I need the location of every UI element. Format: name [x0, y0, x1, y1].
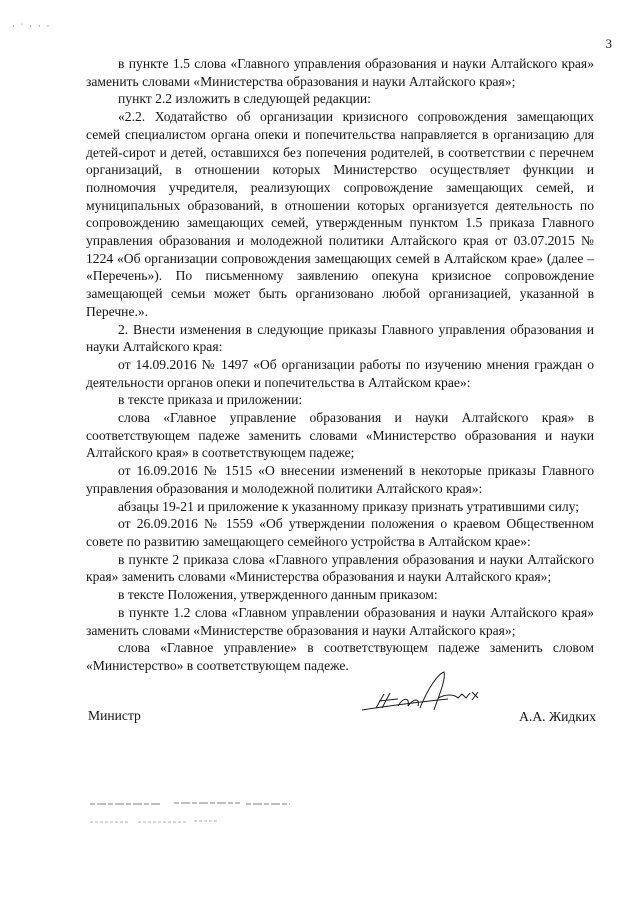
paragraph: пункт 2.2 изложить в следующей редакции:: [118, 91, 371, 107]
paragraph: в пункте 1.2 слова «Главном управлении образования и науки Алтайского края» заменить словами «Министерстве образования и науки Алтайского края»;: [86, 604, 594, 638]
signer-name: А.А. Жидких: [519, 709, 596, 724]
paragraph: в пункте 2 приказа слова «Главного управления образования и науки Алтайского края» заменить словами «Министерства образования и науки Алтайского края»;: [86, 551, 594, 585]
paragraph: от 26.09.2016 № 1559 «Об утверждении положения о краевом Общественном совете по развитию замещающего семейного устройства в Алтайском крае»:: [86, 516, 594, 549]
paragraph: слова «Главное управление» в соответствующем падеже заменить словом «Министерство» в соответствующем падеже.: [86, 640, 594, 673]
paragraph: в тексте приказа и приложении:: [118, 392, 303, 408]
paragraph: 2. Внести изменения в следующие приказы Главного управления образования и науки Алтайского края:: [86, 321, 594, 355]
paragraph: от 14.09.2016 № 1497 «Об организации работы по изучению мнения граждан о деятельности органов опеки и попечительства в Алтайском крае»:: [86, 356, 594, 390]
footer-dash-lines: [90, 798, 310, 838]
paragraph: в тексте Положения, утвержденного данным приказом:: [118, 587, 438, 603]
signer-title: Министр: [88, 708, 141, 723]
document-body: [86, 55, 594, 675]
paragraph: «2.2. Ходатайство об организации кризисного сопровождения замещающих семей специалистом органа опеки и попечительства направляется в организацию для детей-сирот и детей, оставшихся без попечения родителей, в соответствии с перечнем организаций, в отношении которых Министерство осуществляет функции и полномочия учредителя, реализующих сопровождение замещающих семей, и муниципальных образований, в отношении которых организуется деятельность по сопровождению замещающих семей, утвержденным пунктом 1.5 приказа Главного управления образования и молодежной политики Алтайского края от 03.07.2015 № 1224 «Об организации сопровождения замещающих семей в Алтайском крае» (далее – «Перечень»). По письменному заявлению опекуна кризисное сопровождение замещающей семьи может быть организовано любой организацией, указанной в Перечне.».: [86, 109, 594, 319]
paragraph: слова «Главное управление образования и науки Алтайского края» в соответствующем падеже заменить словами «Министерство образования и науки Алтайского края» в соответствующем падеже;: [86, 410, 594, 461]
paragraph: от 16.09.2016 № 1515 «О внесении изменений в некоторые приказы Главного управления образования и молодежной политики Алтайского края»:: [86, 463, 594, 496]
paragraph: в пункте 1.5 слова «Главного управления образования и науки Алтайского края» заменить словами «Министерства образования и науки Алтайского края»;: [86, 56, 594, 89]
handwritten-signature: [358, 668, 498, 728]
scan-specks: · ˙ · · ·: [12, 22, 52, 31]
page-number: 3: [605, 36, 612, 51]
paragraph: абзацы 19-21 и приложение к указанному приказу признать утратившими силу;: [118, 498, 580, 514]
